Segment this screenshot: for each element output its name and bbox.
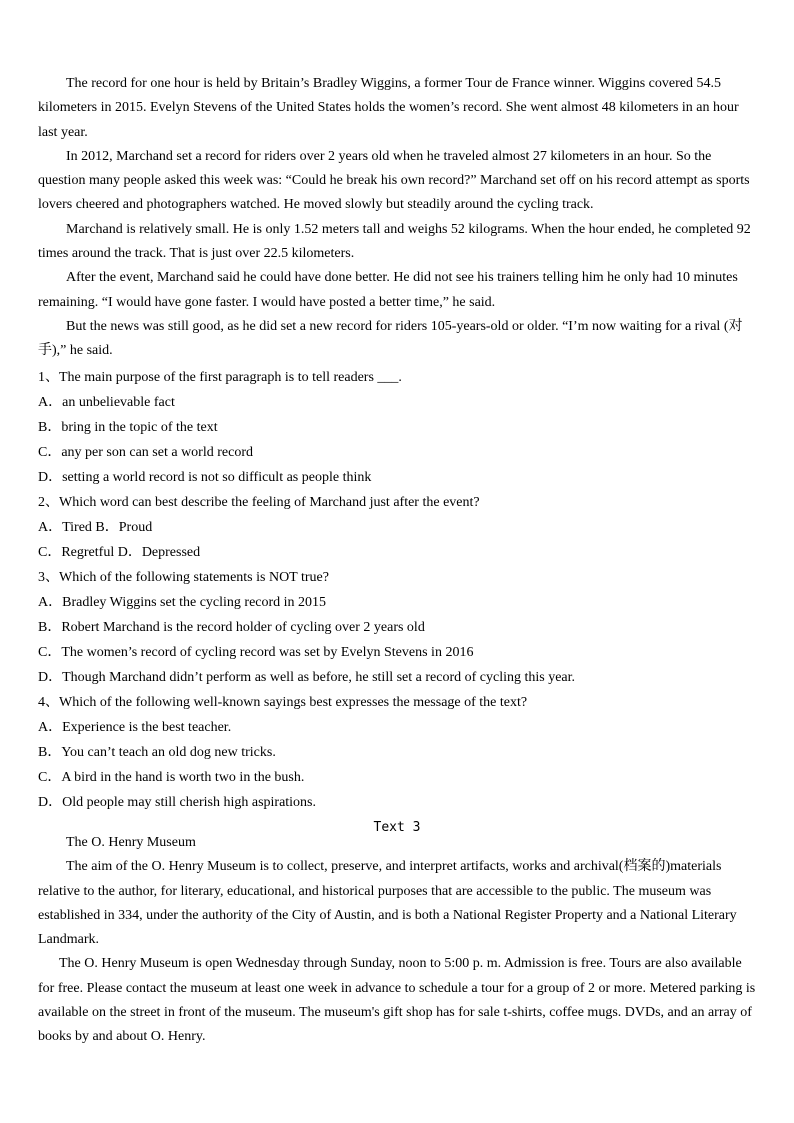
text3-heading: The O. Henry Museum xyxy=(66,835,196,850)
question-stem: 4、Which of the following well-known sayings best expresses the message of the text? xyxy=(38,695,528,710)
paragraph-line: remaining. “I would have gone faster. I would have posted a better time,” he said. xyxy=(38,294,496,310)
paragraph-line: books by and about O. Henry. xyxy=(38,1029,206,1045)
answer-option: D．setting a world record is not so difficult as people think xyxy=(38,470,372,485)
section-title: Text 3 xyxy=(373,820,421,835)
paragraph-line: lovers cheered and photographers watched. He moved slowly but steadily around the cycling track. xyxy=(38,197,594,213)
paragraph-line: available on the street in front of the museum. The museum's gift shop has for sale t-shirts, coffee mugs. DVDs, and an array of xyxy=(38,1005,752,1021)
paragraph-line: for free. Please contact the museum at least one week in advance to schedule a tour for a group of 2 or more. Metered parking is xyxy=(38,980,756,996)
text3-passage xyxy=(38,831,758,1050)
answer-option: B．You can’t teach an old dog new tricks. xyxy=(38,745,276,760)
paragraph-line: After the event, Marchand said he could have done better. He did not see his trainers telling him he only had 10 minutes xyxy=(66,270,738,286)
reading-passage xyxy=(38,72,758,364)
paragraph-line: The record for one hour is held by Britain’s Bradley Wiggins, a former Tour de France winner. Wiggins covered 54.5 xyxy=(66,76,721,91)
answer-option: D．Though Marchand didn’t perform as well as before, he still set a record of cycling this year. xyxy=(38,670,576,685)
answer-option: A．Experience is the best teacher. xyxy=(38,720,232,735)
question-stem: 3、Which of the following statements is NOT true? xyxy=(38,570,329,585)
answer-option: A．an unbelievable fact xyxy=(38,395,175,410)
paragraph-line: But the news was still good, as he did set a new record for riders 105-years-old or older. “I’m now waiting for a rival (对 xyxy=(66,318,743,334)
answer-option: B．bring in the topic of the text xyxy=(38,420,218,435)
paragraph-line: relative to the author, for literary, educational, and historical purposes that are accessible to the public. The museum was xyxy=(38,883,712,899)
answer-option: C．any per son can set a world record xyxy=(38,445,253,460)
answer-option: A．Bradley Wiggins set the cycling record in 2015 xyxy=(38,595,327,610)
paragraph-line: 手),” he said. xyxy=(38,343,113,359)
question-list xyxy=(38,365,758,815)
answer-option: C．The women’s record of cycling record was set by Evelyn Stevens in 2016 xyxy=(38,645,474,660)
paragraph-line: The aim of the O. Henry Museum is to collect, preserve, and interpret artifacts, works and archival(档案的)materials xyxy=(66,859,722,875)
paragraph-line: The O. Henry Museum is open Wednesday through Sunday, noon to 5:00 p. m. Admission is free. Tours are also available xyxy=(59,956,742,972)
answer-option: C．Regretful D．Depressed xyxy=(38,545,201,560)
paragraph-line: last year. xyxy=(38,124,88,140)
answer-option: C．A bird in the hand is worth two in the bush. xyxy=(38,770,305,785)
answer-option: B．Robert Marchand is the record holder of cycling over 2 years old xyxy=(38,620,425,635)
paragraph-line: Marchand is relatively small. He is only 1.52 meters tall and weighs 52 kilograms. When the hour ended, he completed 92 xyxy=(66,221,751,237)
question-stem: 2、Which word can best describe the feeling of Marchand just after the event? xyxy=(38,495,480,510)
paragraph-line: times around the track. That is just over 22.5 kilometers. xyxy=(38,246,355,262)
answer-option: D．Old people may still cherish high aspirations. xyxy=(38,795,317,810)
question-stem: 1、The main purpose of the first paragraph is to tell readers ___. xyxy=(38,370,402,385)
paragraph-line: question many people asked this week was: “Could he break his own record?” Marchand set off on his record attempt as sports xyxy=(38,173,750,189)
paragraph-line: In 2012, Marchand set a record for riders over 2 years old when he traveled almost 27 kilometers in an hour. So the xyxy=(66,148,712,164)
paragraph-line: kilometers in 2015. Evelyn Stevens of the United States holds the women’s record. She went almost 48 kilometers in an hour xyxy=(38,100,739,116)
paragraph-line: Landmark. xyxy=(38,932,100,948)
answer-option: A．Tired B．Proud xyxy=(38,520,153,535)
paragraph-line: established in 334, under the authority of the City of Austin, and is both a National Register Property and a National Literary xyxy=(38,907,737,923)
